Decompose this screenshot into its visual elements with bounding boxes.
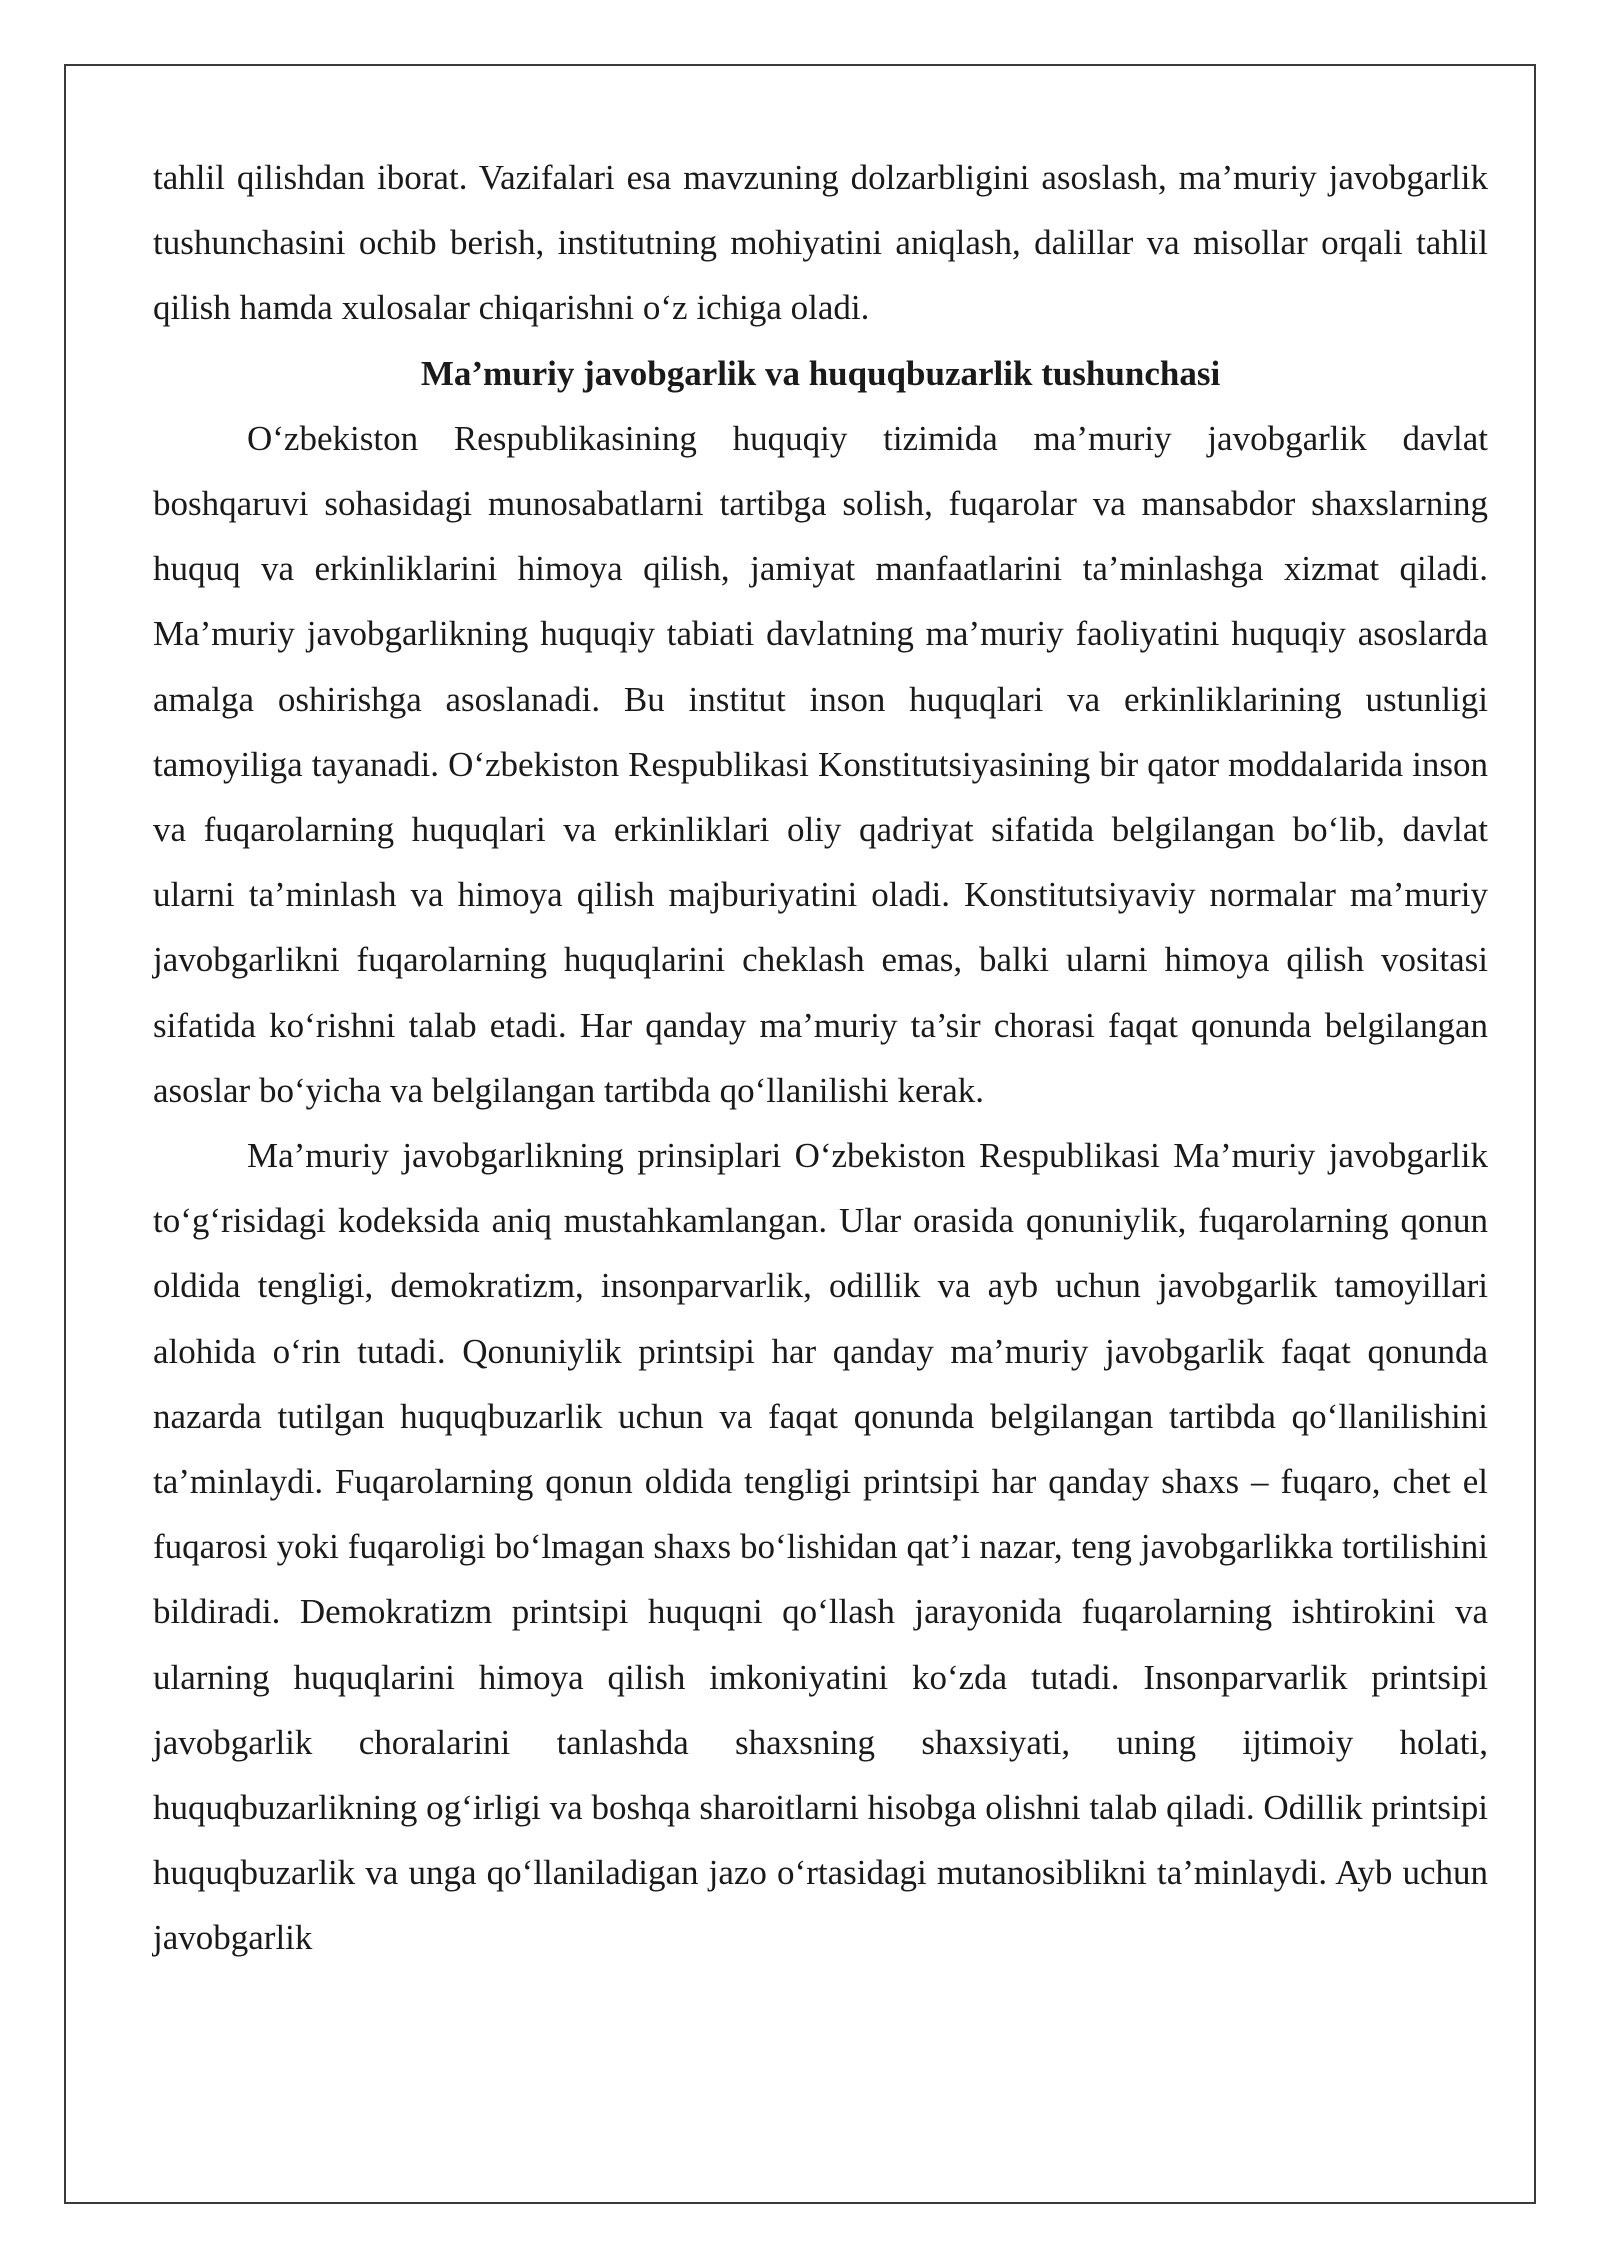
document-body [153, 145, 1488, 1971]
paragraph-1: O‘zbekiston Respublikasining huquqiy tizimida ma’muriy javobgarlik davlat boshqaruvi sohasidagi munosabatlarni tartibga solish, fuqarolar va mansabdor shaxslarning huquq va erkinliklarini himoya qilish, jamiyat manfaatlarini ta’minlashga xizmat qiladi. Ma’muriy javobgarlikning huquqiy tabiati davlatning ma’muriy faoliyatini huquqiy asoslarda amalga oshirishga asoslanadi. Bu institut inson huquqlari va erkinliklarining ustunligi tamoyiliga tayanadi. O‘zbekiston Respublikasi Konstitutsiyasining bir qator moddalarida inson va fuqarolarning huquqlari va erkinliklari oliy qadriyat sifatida belgilangan bo‘lib, davlat ularni ta’minlash va himoya qilish majburiyatini oladi. Konstitutsiyaviy normalar ma’muriy javobgarlikni fuqarolarning huquqlarini cheklash emas, balki ularni himoya qilish vositasi sifatida ko‘rishni talab etadi. Har qanday ma’muriy ta’sir chorasi faqat qonunda belgilangan asoslar bo‘yicha va belgilangan tartibda qo‘llanilishi kerak. [153, 418, 1488, 1110]
intro-paragraph: tahlil qilishdan iborat. Vazifalari esa mavzuning dolzarbligini asoslash, ma’muriy javobgarlik tushunchasini ochib berish, institutning mohiyatini aniqlash, dalillar va misollar orqali tahlil qilish hamda xulosalar chiqarishni o‘z ichiga oladi. [153, 158, 1488, 328]
paragraph-2: Ma’muriy javobgarlikning prinsiplari O‘zbekiston Respublikasi Ma’muriy javobgarlik to‘g‘risidagi kodeksida aniq mustahkamlangan. Ular orasida qonuniylik, fuqarolarning qonun oldida tengligi, demokratizm, insonparvarlik, odillik va ayb uchun javobgarlik tamoyillari alohida o‘rin tutadi. Qonuniylik printsipi har qanday ma’muriy javobgarlik faqat qonunda nazarda tutilgan huquqbuzarlik uchun va faqat qonunda belgilangan tartibda qo‘llanilishini ta’minlaydi. Fuqarolarning qonun oldida tengligi printsipi har qanday shaxs – fuqaro, chet el fuqarosi yoki fuqaroligi bo‘lmagan shaxs bo‘lishidan qat’i nazar, teng javobgarlikka tortilishini bildiradi. Demokratizm printsipi huquqni qo‘llash jarayonida fuqarolarning ishtirokini va ularning huquqlarini himoya qilish imkoniyatini ko‘zda tutadi. Insonparvarlik printsipi javobgarlik choralarini tanlashda shaxsning shaxsiyati, uning ijtimoiy holati, huquqbuzarlikning og‘irligi va boshqa sharoitlarni hisobga olishni talab qiladi. Odillik printsipi huquqbuzarlik va unga qo‘llaniladigan jazo o‘rtasidagi mutanosiblikni ta’minlaydi. Ayb uchun javobgarlik [153, 1136, 1488, 1958]
section-heading: Ma’muriy javobgarlik va huquqbuzarlik tushunchasi [420, 353, 1221, 393]
